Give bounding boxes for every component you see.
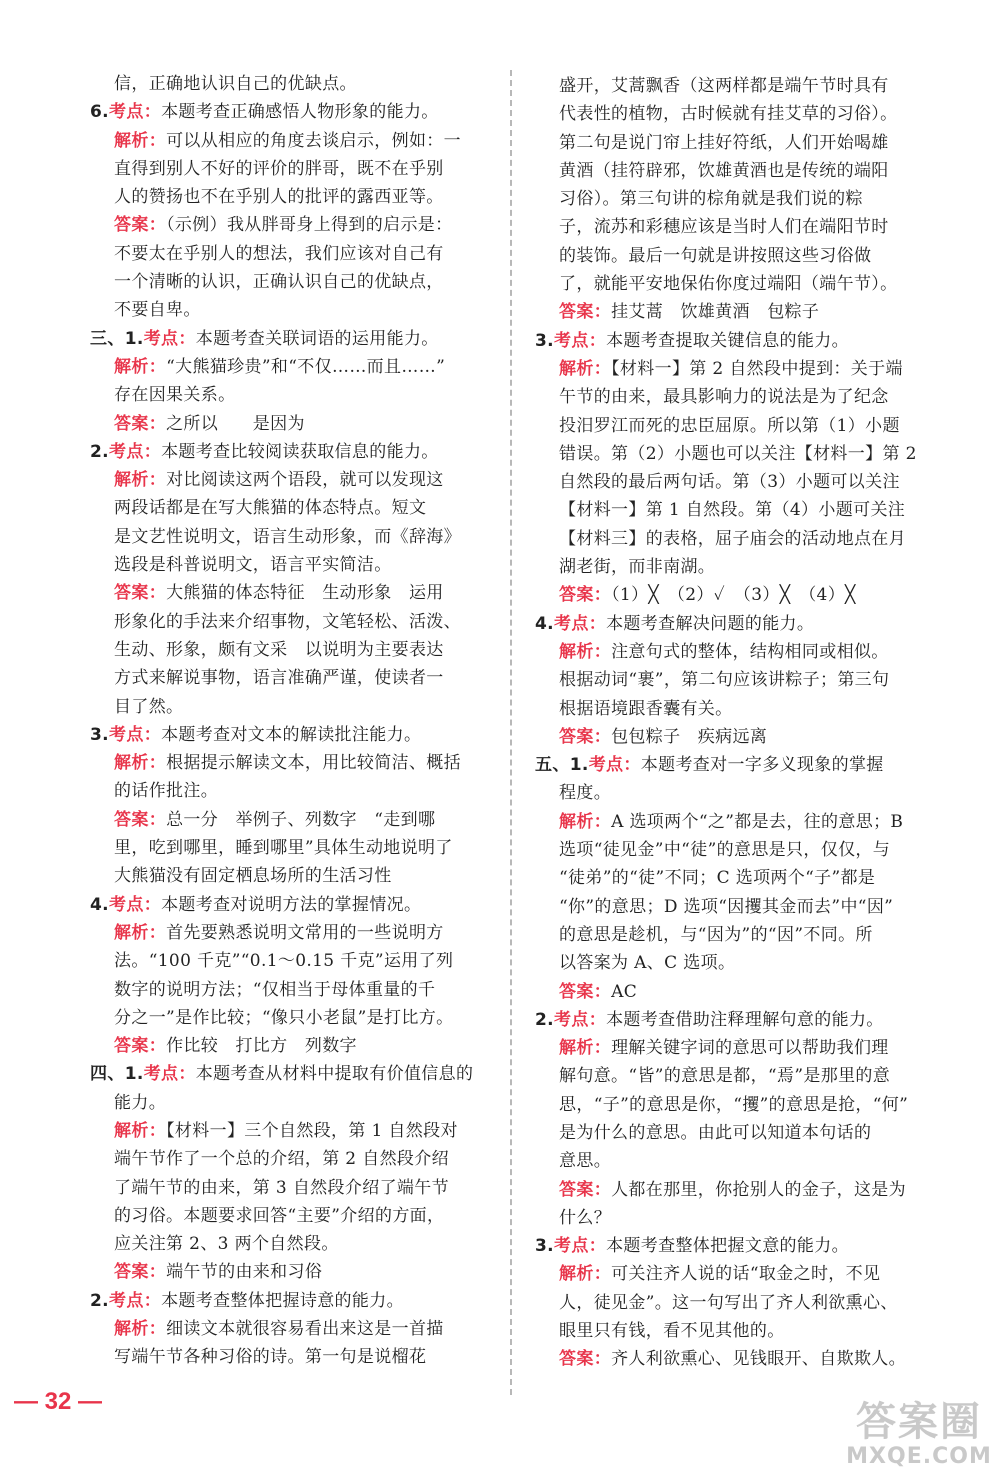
line-text: “大熊猫珍贵”和“不仅……而且……”	[166, 356, 446, 377]
text-line	[535, 242, 945, 270]
section-label: 考点：	[109, 724, 162, 745]
line-text: 午节的由来，最具影响力的说法是为了纪念	[559, 387, 889, 408]
line-text: 【材料一】第 1 自然段。第（4）小题可关注	[559, 500, 906, 521]
question-number: 五、1.	[535, 755, 589, 776]
line-text: A 选项两个“之”都是去，往的意思；B	[611, 811, 904, 832]
question-line	[90, 1060, 500, 1088]
text-line	[535, 72, 945, 100]
line-text: 写端午节各种习俗的诗。第一句是说榴花	[114, 1347, 427, 1368]
labeled-line	[90, 749, 500, 777]
section-label: 解析：	[114, 922, 167, 943]
text-line	[535, 921, 945, 949]
labeled-line	[535, 298, 945, 326]
labeled-line	[90, 579, 500, 607]
labeled-line	[90, 1258, 500, 1286]
text-line	[535, 864, 945, 892]
line-text: 对比阅读这两个语段，就可以发现这	[166, 470, 444, 491]
line-text: 盛开，艾蒿飘香（这两样都是端午节时具有	[559, 76, 889, 96]
line-text: “你”的意思；D 选项“因攫其金而去”中“因”	[559, 896, 894, 917]
section-label: 解析：	[559, 641, 612, 662]
section-label: 考点：	[109, 894, 162, 915]
section-label: 考点：	[109, 1290, 162, 1311]
line-text: （1）╳ （2）✓ （3）╳ （4）╳	[611, 585, 856, 606]
line-text: 应关注第 2、3 两个自然段。	[114, 1234, 339, 1255]
section-label: 答案：	[559, 585, 612, 606]
section-label: 答案：	[559, 726, 612, 747]
section-label: 答案：	[559, 1179, 612, 1200]
line-text: 总一分 举例子、列数字 “走到哪	[166, 809, 436, 830]
line-text: 生动、形象，颇有文采 以说明为主要表达	[114, 639, 444, 660]
line-text: 理解关键字词的意思可以帮助我们理	[611, 1038, 889, 1059]
text-line	[535, 553, 945, 581]
labeled-line	[90, 211, 500, 239]
line-text: 子，流苏和彩穗应该是当时人们在端阳节时	[559, 217, 889, 238]
text-line	[535, 1062, 945, 1090]
section-label: 答案：	[114, 1262, 167, 1283]
text-line	[90, 494, 500, 522]
section-label: 答案：	[114, 1036, 167, 1057]
text-line	[90, 183, 500, 211]
line-text: 本题考查借助注释理解句意的能力。	[606, 1009, 884, 1030]
labeled-line	[90, 1032, 500, 1060]
line-text: 挂艾蒿 饮雄黄酒 包粽子	[611, 302, 820, 323]
line-text: 根据动词“裹”，第二句应该讲粽子；第三句	[559, 670, 890, 691]
line-text: 细读文本就很容易看出来这是一首描	[166, 1319, 444, 1340]
text-line	[535, 949, 945, 977]
page-number: — 32 —	[14, 1388, 103, 1415]
section-label: 解析：	[114, 1120, 167, 1141]
line-text: 大熊猫的体态特征 生动形象 运用	[166, 583, 444, 604]
section-label: 解析：	[114, 130, 167, 151]
text-line	[90, 268, 500, 296]
text-line	[90, 70, 500, 98]
line-text: 本题考查整体把握文意的能力。	[606, 1236, 849, 1257]
question-number: 2.	[90, 441, 109, 462]
text-line	[535, 129, 945, 157]
line-text: 选项“徒见金”中“徒”的意思是只，仅仅，与	[559, 840, 891, 861]
labeled-line	[535, 355, 945, 383]
question-number: 3.	[535, 330, 554, 351]
section-label: 考点：	[554, 1236, 607, 1257]
line-text: 本题考查关联词语的运用能力。	[195, 328, 439, 349]
text-line	[535, 836, 945, 864]
text-line	[535, 1317, 945, 1345]
question-number: 4.	[535, 613, 554, 634]
text-line	[90, 693, 500, 721]
labeled-line	[535, 1345, 945, 1373]
text-line	[90, 947, 500, 975]
line-text: 意思。	[559, 1151, 612, 1172]
line-text: 【材料一】三个自然段，第 1 自然段对	[166, 1120, 458, 1141]
line-text: AC	[611, 981, 638, 1002]
labeled-line	[535, 723, 945, 751]
text-line	[90, 1174, 500, 1202]
text-line	[90, 1145, 500, 1173]
text-line	[535, 666, 945, 694]
line-text: 【材料三】的表格，屈子庙会的活动地点在月	[559, 528, 906, 549]
text-line	[535, 157, 945, 185]
labeled-line	[535, 1176, 945, 1204]
line-text: 本题考查从材料中提取有价值信息的	[195, 1064, 474, 1085]
line-text: 之所以 是因为	[166, 413, 305, 434]
question-number: 4.	[90, 894, 109, 915]
line-text: 本题考查提取关键信息的能力。	[606, 330, 849, 351]
text-line	[535, 412, 945, 440]
line-text: 以答案为 A、C 选项。	[559, 953, 736, 974]
text-line	[90, 381, 500, 409]
labeled-line	[535, 1034, 945, 1062]
labeled-line	[90, 410, 500, 438]
line-text: 作比较 打比方 列数字	[166, 1036, 357, 1057]
question-line	[90, 325, 500, 353]
question-line	[535, 610, 945, 638]
line-text: 习俗）。第三句讲的棕角就是我们说的粽	[559, 189, 863, 210]
column-divider	[510, 70, 512, 1395]
watermark-line1: 答案圈	[856, 1399, 982, 1445]
line-text: 存在因果关系。	[114, 385, 236, 406]
section-label: 答案：	[114, 583, 167, 604]
text-line	[535, 383, 945, 411]
line-text: 是文艺性说明文，语言生动形象，而《辞海》	[114, 526, 461, 547]
watermark-logo	[844, 1400, 994, 1469]
line-text: 本题考查对文本的解读批注能力。	[161, 724, 422, 745]
text-line	[535, 1119, 945, 1147]
line-text: 不要太在乎别人的想法，我们应该对自己有	[114, 243, 444, 264]
line-text: 自然段的最后两句话。第（3）小题可以关注	[559, 472, 900, 493]
text-line	[90, 296, 500, 324]
line-text: 目了然。	[114, 696, 184, 717]
line-text: 了端午节的由来，第 3 自然段介绍了端午节	[114, 1177, 449, 1198]
section-label: 解析：	[114, 753, 167, 774]
section-label: 答案：	[559, 981, 612, 1002]
labeled-line	[90, 127, 500, 155]
line-text: 的装饰。最后一句就是讲按照这些习俗做	[559, 245, 872, 266]
line-text: 第二句是说门帘上挂好符纸，人们开始喝雄	[559, 132, 889, 153]
labeled-line	[90, 919, 500, 947]
question-line	[90, 438, 500, 466]
line-text: 数字的说明方法；“仅相当于母体重量的千	[114, 979, 436, 1000]
section-label: 解析：	[114, 470, 167, 491]
line-text: 什么？	[559, 1207, 612, 1228]
line-text: “徒弟”的“徒”不同；C 选项两个“子”都是	[559, 868, 876, 889]
line-text: 人的赞扬也不在乎别人的批评的露西亚等。	[114, 187, 444, 208]
line-text: 信，正确地认识自己的优缺点。	[114, 74, 357, 94]
line-text: 本题考查对说明方法的掌握情况。	[161, 894, 422, 915]
line-text: 人，徒见金”。这一句写出了齐人利欲熏心、	[559, 1292, 898, 1313]
line-text: 首先要熟悉说明文常用的一些说明方	[166, 922, 444, 943]
text-line	[535, 440, 945, 468]
line-text: 本题考查整体把握诗意的能力。	[161, 1290, 404, 1311]
question-number: 三、1.	[90, 328, 144, 349]
line-text: 两段话都是在写大熊猫的体态特点。短文	[114, 498, 427, 519]
question-line	[535, 751, 945, 779]
line-text: 投汨罗江而死的忠臣屈原。所以第（1）小题	[559, 415, 900, 436]
labeled-line	[535, 581, 945, 609]
line-text: 眼里只有钱，看不见其他的。	[559, 1321, 785, 1342]
line-text: 了，就能平安地保佑你度过端阳（端午节）。	[559, 274, 898, 295]
section-label: 答案：	[559, 1349, 612, 1370]
text-line	[90, 777, 500, 805]
text-line	[90, 636, 500, 664]
text-line	[90, 1089, 500, 1117]
line-text: 选段是科普说明文，语言平实简洁。	[114, 555, 392, 576]
section-label: 考点：	[554, 330, 607, 351]
section-label: 答案：	[114, 413, 167, 434]
line-text: 思，“子”的意思是你，“攫”的意思是抢，“何”	[559, 1094, 909, 1115]
line-text: 的习俗。本题要求回答“主要”介绍的方面，	[114, 1205, 445, 1226]
question-line	[535, 1232, 945, 1260]
line-text: 的话作批注。	[114, 781, 219, 802]
labeled-line	[90, 1315, 500, 1343]
line-text: 【材料一】第 2 自然段中提到：关于端	[611, 358, 903, 379]
section-label: 考点：	[554, 1009, 607, 1030]
line-text: 是为什么的意思。由此可以知道本句话的	[559, 1122, 872, 1143]
text-line	[535, 468, 945, 496]
text-line	[535, 1147, 945, 1175]
question-line	[535, 327, 945, 355]
labeled-line	[535, 808, 945, 836]
section-label: 解析：	[559, 811, 612, 832]
line-text: 一个清晰的认识，正确认识自己的优缺点，	[114, 272, 444, 293]
question-number: 四、1.	[90, 1064, 144, 1085]
section-label: 考点：	[554, 613, 607, 634]
text-line	[535, 1091, 945, 1119]
line-text: 黄酒（挂符辟邪，饮雄黄酒也是传统的端阳	[559, 160, 889, 181]
labeled-line	[90, 353, 500, 381]
labeled-line	[535, 1260, 945, 1288]
left-column	[90, 70, 500, 1372]
question-number: 6.	[90, 102, 109, 123]
watermark-line2: MXQE.COM	[846, 1444, 992, 1469]
labeled-line	[535, 638, 945, 666]
text-line	[90, 240, 500, 268]
line-text: 可以从相应的角度去谈启示，例如：一	[166, 130, 462, 151]
section-label: 解析：	[559, 1264, 612, 1285]
text-line	[90, 155, 500, 183]
line-text: 本题考查解决问题的能力。	[606, 613, 815, 634]
section-label: 解析：	[559, 1038, 612, 1059]
text-line	[535, 100, 945, 128]
text-line	[90, 834, 500, 862]
text-line	[535, 213, 945, 241]
labeled-line	[535, 978, 945, 1006]
question-number: 2.	[90, 1290, 109, 1311]
text-line	[90, 551, 500, 579]
text-line	[535, 525, 945, 553]
question-number: 3.	[535, 1236, 554, 1257]
text-line	[90, 1202, 500, 1230]
line-text: 大熊猫没有固定栖息场所的生活习性	[114, 866, 392, 887]
line-text: 人都在那里，你抢别人的金子，这是为	[611, 1179, 907, 1200]
section-label: 解析：	[559, 358, 612, 379]
line-text: 直得到别人不好的评价的胖哥，既不在乎别	[114, 158, 444, 179]
text-line	[90, 608, 500, 636]
line-text: 包包粽子 疾病远离	[611, 726, 768, 747]
line-text: 程度。	[559, 783, 612, 804]
section-label: 答案：	[114, 215, 167, 236]
line-text: 分之一”是作比较；“像只小老鼠”是打比方。	[114, 1007, 454, 1028]
question-number: 2.	[535, 1009, 554, 1030]
question-line	[535, 1006, 945, 1034]
text-line	[90, 1004, 500, 1032]
right-column	[535, 72, 945, 1374]
question-line	[90, 891, 500, 919]
text-line	[535, 893, 945, 921]
text-line	[90, 664, 500, 692]
line-text: 本题考查比较阅读获取信息的能力。	[161, 441, 439, 462]
line-text: 形象化的手法来介绍事物，文笔轻松、活泼、	[114, 611, 461, 632]
text-line	[535, 496, 945, 524]
line-text: 本题考查对一字多义现象的掌握	[640, 755, 884, 776]
line-text: 本题考查正确感悟人物形象的能力。	[161, 102, 439, 123]
question-number: 3.	[90, 724, 109, 745]
text-line	[535, 1204, 945, 1232]
section-label: 考点：	[588, 755, 641, 776]
line-text: 端午节作了一个总的介绍，第 2 自然段介绍	[114, 1149, 449, 1170]
line-text: 代表性的植物，古时候就有挂艾草的习俗）。	[559, 104, 898, 125]
line-text: 根据提示解读文本，用比较简洁、概括	[166, 753, 462, 774]
labeled-line	[90, 1117, 500, 1145]
text-line	[90, 862, 500, 890]
line-text: 可关注齐人说的话“取金之时，不见	[611, 1264, 881, 1285]
line-text: （示例）我从胖哥身上得到的启示是：	[166, 215, 453, 236]
section-label: 解析：	[114, 1319, 167, 1340]
line-text: 里，吃到哪里，睡到哪里”具体生动地说明了	[114, 838, 453, 859]
text-line	[535, 270, 945, 298]
section-label: 答案：	[559, 302, 612, 323]
text-line	[535, 185, 945, 213]
line-text: 不要自卑。	[114, 300, 201, 321]
text-line	[90, 976, 500, 1004]
text-line	[535, 779, 945, 807]
line-text: 齐人利欲熏心、见钱眼开、自欺欺人。	[611, 1349, 907, 1370]
question-line	[90, 98, 500, 126]
text-line	[535, 1289, 945, 1317]
line-text: 法。“100 千克”“0.1～0.15 千克”运用了列	[114, 951, 454, 972]
line-text: 错误。第（2）小题也可以关注【材料一】第 2	[559, 443, 917, 464]
section-label: 解析：	[114, 356, 167, 377]
text-line	[90, 1230, 500, 1258]
question-line	[90, 1287, 500, 1315]
section-label: 考点：	[109, 102, 162, 123]
line-text: 能力。	[114, 1092, 167, 1113]
line-text: 注意句式的整体，结构相同或相似。	[611, 641, 889, 662]
line-text: 方式来解说事物，语言准确严谨，使读者一	[114, 668, 444, 689]
question-line	[90, 721, 500, 749]
text-line	[535, 695, 945, 723]
labeled-line	[90, 806, 500, 834]
line-text: 的意思是趁机，与“因为”的“因”不同。所	[559, 924, 873, 945]
text-line	[90, 1343, 500, 1371]
section-label: 考点：	[143, 1064, 196, 1085]
line-text: 湖老街，而非南湖。	[559, 557, 716, 578]
text-line	[90, 523, 500, 551]
line-text: 解句意。“皆”的意思是都，“焉”是那里的意	[559, 1066, 891, 1087]
labeled-line	[90, 466, 500, 494]
line-text: 端午节的由来和习俗	[166, 1262, 323, 1283]
section-label: 考点：	[143, 328, 196, 349]
section-label: 考点：	[109, 441, 162, 462]
line-text: 根据语境跟香囊有关。	[559, 698, 733, 719]
section-label: 答案：	[114, 809, 167, 830]
